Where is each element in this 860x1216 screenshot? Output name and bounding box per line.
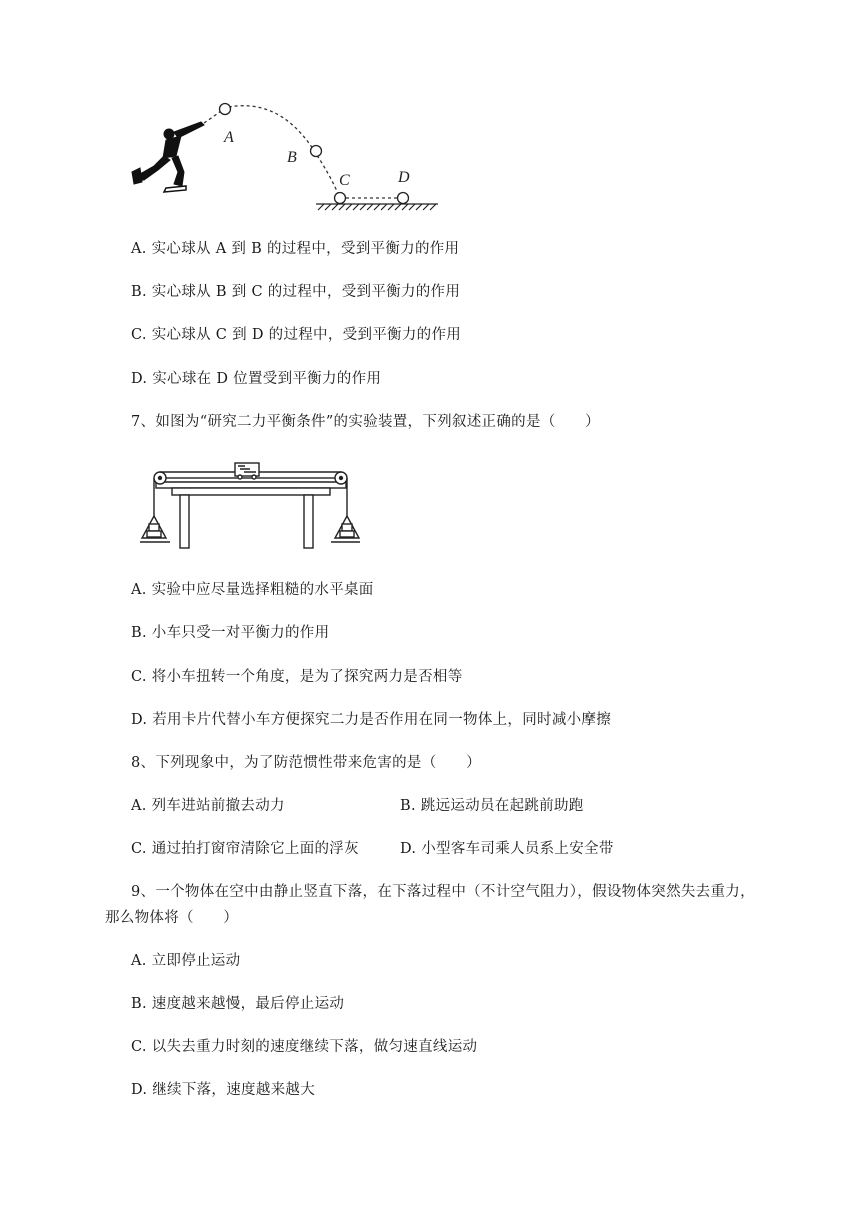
ball-at-a (220, 104, 231, 115)
q8-option-a: A. 列车进站前撤去动力 (131, 798, 285, 814)
weight-hanger-left (140, 516, 170, 542)
q7-option-a: A. 实验中应尽量选择粗糙的水平桌面 (131, 582, 374, 598)
table-top (156, 478, 346, 488)
q6-option-a: A. 实心球从 A 到 B 的过程中，受到平衡力的作用 (131, 241, 460, 257)
thrower-figure (132, 122, 204, 192)
table-leg-right (304, 495, 313, 548)
q9-option-d: D. 继续下落，速度越来越大 (131, 1082, 316, 1098)
label-c: C (339, 172, 350, 189)
q9-stem-line2: 那么物体将（ ） (105, 910, 239, 926)
q6-option-b: B. 实心球从 B 到 C 的过程中，受到平衡力的作用 (131, 284, 461, 300)
q7-option-d: D. 若用卡片代替小车方便探究二力是否作用在同一物体上，同时减小摩擦 (131, 712, 612, 728)
q8-stem: 8、下列现象中，为了防范惯性带来危害的是（ ） (131, 755, 481, 771)
label-a: A (224, 129, 234, 146)
q9-option-c: C. 以失去重力时刻的速度继续下落，做匀速直线运动 (131, 1039, 478, 1055)
q8-option-b: B. 跳远运动员在起跳前助跑 (400, 798, 584, 814)
q8-option-c: C. 通过拍打窗帘清除它上面的浮灰 (131, 841, 359, 857)
ground (316, 204, 438, 210)
table-leg-left (180, 495, 189, 548)
q9-option-a: A. 立即停止运动 (131, 953, 241, 969)
ball-trajectory-figure (126, 96, 456, 214)
ball-at-d (398, 193, 409, 204)
equilibrium-apparatus-figure (140, 458, 360, 550)
ball-at-c (335, 193, 346, 204)
q9-option-b: B. 速度越来越慢，最后停止运动 (131, 996, 345, 1012)
q6-option-d: D. 实心球在 D 位置受到平衡力的作用 (131, 371, 382, 387)
weight-hanger-right (331, 516, 360, 542)
q8-option-d: D. 小型客车司乘人员系上安全带 (400, 841, 614, 857)
label-d: D (398, 169, 410, 186)
q7-option-b: B. 小车只受一对平衡力的作用 (131, 625, 330, 641)
label-b: B (287, 149, 297, 166)
q6-option-c: C. 实心球从 C 到 D 的过程中，受到平衡力的作用 (131, 327, 462, 343)
ball-at-b (311, 146, 322, 157)
q7-option-c: C. 将小车扭转一个角度，是为了探究两力是否相等 (131, 669, 463, 685)
q7-stem: 7、如图为“研究二力平衡条件”的实验装置，下列叙述正确的是（ ） (131, 414, 600, 430)
cart (235, 463, 259, 479)
q9-stem-line1: 9、一个物体在空中由静止竖直下落，在下落过程中（不计空气阻力），假设物体突然失去重力， (131, 884, 755, 900)
